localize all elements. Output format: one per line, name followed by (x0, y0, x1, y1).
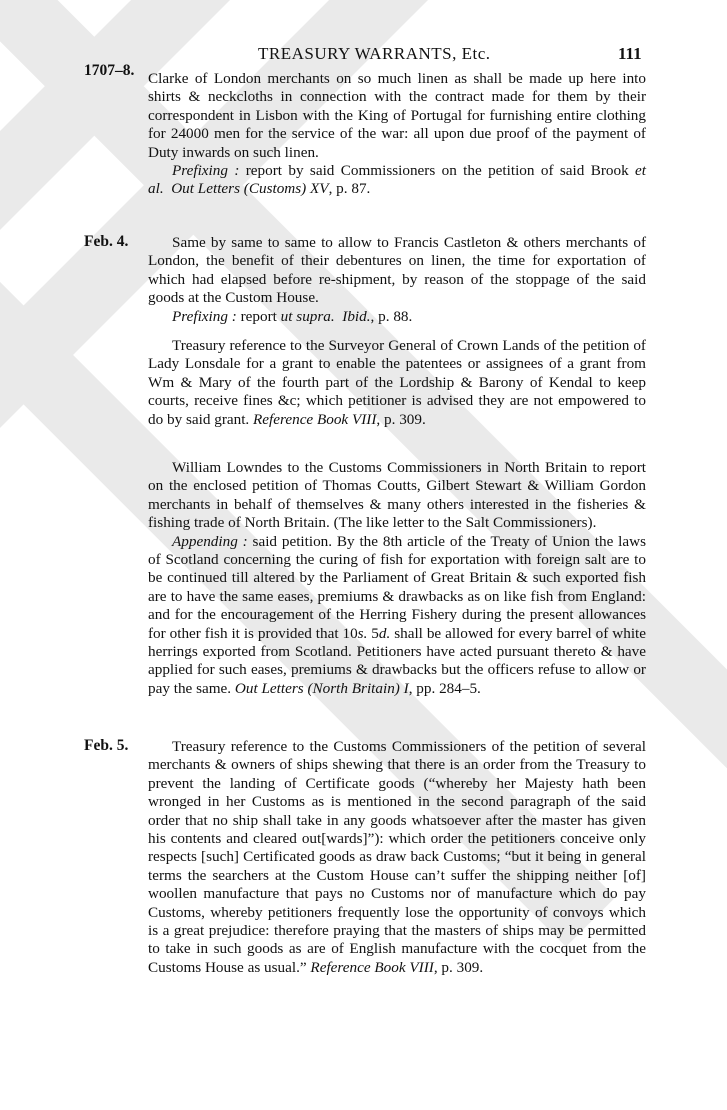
entry-2-date: Feb. 4. (84, 233, 129, 250)
prefix-text: report (236, 307, 281, 325)
prefix-page: , p. 87. (328, 180, 371, 198)
append-label: Appending : (172, 532, 248, 550)
append-text-2: 5 (367, 624, 379, 642)
prefix-etal: et al. (148, 162, 646, 198)
entry-2 (148, 234, 646, 326)
entry-2-body: Same by same to same to allow to Francis Castleton & others merchants of London, the benefit of their debentures on linen, the time for exportation of which had elapsed before re-shipment, by reason of the stoppage of the said goods at the Custom House. (148, 234, 646, 307)
entry-5-date: Feb. 5. (84, 737, 129, 754)
entry-5-ref-page: , p. 309. (433, 958, 484, 976)
entry-4 (148, 459, 646, 698)
running-title: TREASURY WARRANTS, Etc. (258, 44, 491, 63)
append-text-3: shall be allowed for every barrel of white herrings exported from Scotland. Petitioners have acted pursuant thereto & have applied for such eases, premiums & drawbacks but the officers refuse to allow or pay the same. (148, 624, 646, 697)
entry-5 (148, 738, 646, 977)
append-ref: Out Letters (North Britain) I (234, 679, 409, 697)
entry-1-body: Clarke of London merchants on so much linen as shall be made up here into shirts & neckcloths in connection with the contract made for them by their correspondent in Lisbon with the King of Portugal for furnishing entire clothing for 24000 men for the service of the war: all upon due proof of the payment of Duty inwards on such linen. (148, 70, 646, 161)
entry-4-body: William Lowndes to the Customs Commissioners in North Britain to report on the enclosed petition of Thomas Coutts, Gilbert Stewart & William Gordon merchants in behalf of themselves & many others interested in the fisheries & fishing trade of North Britain. (The like letter to the Salt Commissioners). (148, 459, 646, 532)
prefix-ut-supra: ut supra. (280, 307, 335, 325)
prefix-page: , p. 88. (370, 307, 413, 325)
entry-1 (148, 70, 646, 199)
page-number: 111 (618, 44, 642, 63)
entry-3-ref-page: , p. 309. (376, 410, 426, 428)
append-shillings: s. (357, 624, 368, 642)
append-pence: d. (378, 624, 391, 642)
prefix-label: Prefixing : (172, 162, 240, 180)
entry-3-text: Treasury reference to the Surveyor General of Crown Lands of the petition of Lady Lonsdale for a grant to enable the patentees or assignees of a grant from Wm & Mary of the fourth part of the Lordship & Barony of Kendal to keep courts, receive fines &c; which petitioner is advised they are not empowered to do by said grant. (148, 337, 646, 428)
entry-1-prefix (148, 162, 646, 199)
entry-3-ref: Reference Book VIII (253, 410, 377, 428)
prefix-ibid: Ibid. (342, 307, 371, 325)
entry-5-ref: Reference Book VIII (310, 958, 434, 976)
prefix-ref: Out Letters (Customs) XV (171, 180, 329, 198)
append-text-1: said petition. By the 8th article of the Treaty of Union the laws of Scotland concerning the curing of fish for exportation with foreign salt are to be continued till altered by the Parliament of Great Britain & such exported fish are to have the same eases, premiums & drawbacks as on like fish from England: and for the encouragement of the Herring Fishery during the present allowances for other fish it is provided that 10 (148, 532, 646, 642)
append-page: , pp. 284–5. (408, 679, 481, 697)
prefix-label: Prefixing : (172, 307, 237, 325)
prefix-text: report by said Commissioners on the petition of said Brook (239, 162, 636, 180)
margin-year: 1707–8. (84, 62, 135, 79)
entry-5-text: Treasury reference to the Customs Commissioners of the petition of several merchants & owners of ships shewing that there is an order from the Treasury to prevent the landing of Certificate goods (“whereby her Majesty hath been wronged in her Customs as is mentioned in the second paragraph of the said order that no ship shall take in any goods whatsoever after the master has given his contents and cleared out[wards]”): which order the petitioners conceive only respects [such] Certificated goods as draw back Customs; “but it being in general terms the searchers at the Custom House can’t suffer the shipping neither [of] woollen manufacture that pays no Customs nor of manufacture which do pay Customs, whereby petitioners frequently lose the opportunity of convoys which is a great prejudice: therefore praying that the masters of ships may be permitted to take in such goods as are of English manufacture with the cocquet from the Customs House as usual.” (148, 738, 646, 976)
entry-3-body (148, 337, 646, 429)
entry-3 (148, 337, 646, 429)
entry-5-body (148, 738, 646, 977)
entry-2-prefix (148, 308, 646, 326)
entry-4-appending (148, 533, 646, 699)
